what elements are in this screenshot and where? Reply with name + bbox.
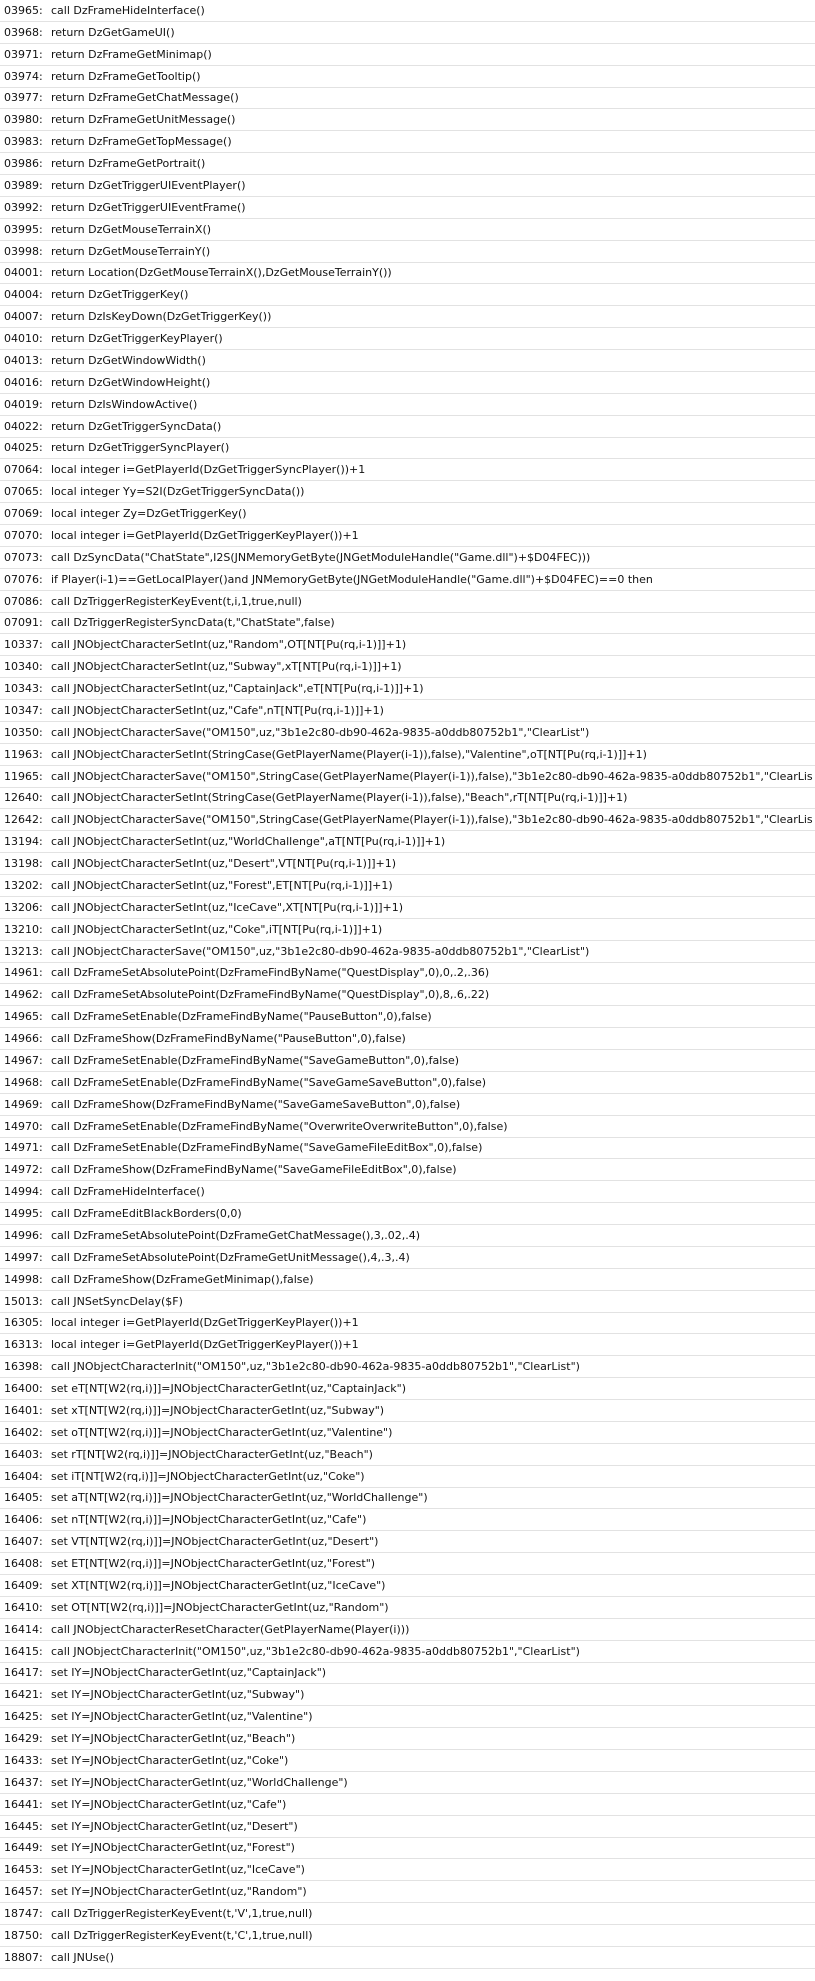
code-line[interactable] <box>0 1903 815 1925</box>
line-number: 04016: <box>4 375 43 389</box>
line-number: 16305: <box>4 1316 43 1330</box>
line-code-text: local integer Yy=S2I(DzGetTriggerSyncData()) <box>51 485 305 499</box>
line-number: 04007: <box>4 310 43 324</box>
line-code-text: set IY=JNObjectCharacterGetInt(uz,"Forest") <box>51 1841 295 1855</box>
code-line[interactable] <box>0 1028 815 1050</box>
code-line[interactable] <box>0 66 815 88</box>
code-line[interactable] <box>0 284 815 306</box>
line-code-text: call JNObjectCharacterSave("OM150",StringCase(GetPlayerName(Player(i-1)),false),"3b1e2c80-db90-462a-9835-a0ddb80752b1","ClearLis <box>51 813 813 827</box>
line-number: 10337: <box>4 638 43 652</box>
line-code-text: return DzGetTriggerKeyPlayer() <box>51 332 223 346</box>
code-line[interactable] <box>0 131 815 153</box>
code-line[interactable] <box>0 809 815 831</box>
code-line[interactable] <box>0 1181 815 1203</box>
code-line[interactable] <box>0 1531 815 1553</box>
line-code-text: set ET[NT[W2(rq,i)]]=JNObjectCharacterGetInt(uz,"Forest") <box>51 1557 376 1571</box>
line-number: 03965: <box>4 3 43 17</box>
line-code-text: return DzFrameGetChatMessage() <box>51 91 239 105</box>
code-line[interactable] <box>0 744 815 766</box>
line-code-text: set nT[NT[W2(rq,i)]]=JNObjectCharacterGetInt(uz,"Cafe") <box>51 1513 367 1527</box>
line-number: 16398: <box>4 1360 43 1374</box>
code-line[interactable] <box>0 1356 815 1378</box>
line-code-text: call DzFrameEditBlackBorders(0,0) <box>51 1207 242 1221</box>
line-code-text: return DzGetWindowHeight() <box>51 375 211 389</box>
line-number: 04022: <box>4 419 43 433</box>
line-code-text: set IY=JNObjectCharacterGetInt(uz,"Subway") <box>51 1688 305 1702</box>
line-number: 16453: <box>4 1863 43 1877</box>
line-code-text: call DzFrameSetEnable(DzFrameFindByName("SaveGameButton",0),false) <box>51 1053 460 1067</box>
line-number: 16437: <box>4 1775 43 1789</box>
code-line[interactable] <box>0 1925 815 1947</box>
line-number: 18807: <box>4 1950 43 1964</box>
code-line[interactable] <box>0 1422 815 1444</box>
code-line[interactable] <box>0 1225 815 1247</box>
code-line[interactable] <box>0 547 815 569</box>
line-number: 16409: <box>4 1578 43 1592</box>
code-line[interactable] <box>0 984 815 1006</box>
line-code-text: local integer Zy=DzGetTriggerKey() <box>51 507 247 521</box>
line-number: 16441: <box>4 1797 43 1811</box>
line-number: 16402: <box>4 1425 43 1439</box>
line-code-text: return DzGetMouseTerrainY() <box>51 244 211 258</box>
line-code-text: call DzTriggerRegisterKeyEvent(t,'V',1,true,null) <box>51 1907 313 1921</box>
code-line[interactable] <box>0 1050 815 1072</box>
line-number: 03995: <box>4 222 43 236</box>
code-line[interactable] <box>0 613 815 635</box>
line-number: 04004: <box>4 288 43 302</box>
line-code-text: set XT[NT[W2(rq,i)]]=JNObjectCharacterGetInt(uz,"IceCave") <box>51 1578 386 1592</box>
line-number: 16457: <box>4 1885 43 1899</box>
code-line[interactable] <box>0 1881 815 1903</box>
line-number: 16417: <box>4 1666 43 1680</box>
line-code-text: call JNObjectCharacterSave("OM150",uz,"3b1e2c80-db90-462a-9835-a0ddb80752b1","ClearList") <box>51 725 590 739</box>
code-line[interactable] <box>0 175 815 197</box>
line-code-text: set IY=JNObjectCharacterGetInt(uz,"Random") <box>51 1885 307 1899</box>
code-line[interactable] <box>0 897 815 919</box>
line-number: 16405: <box>4 1491 43 1505</box>
code-line[interactable] <box>0 219 815 241</box>
code-line[interactable] <box>0 416 815 438</box>
line-number: 07069: <box>4 507 43 521</box>
code-line[interactable] <box>0 350 815 372</box>
line-code-text: call DzTriggerRegisterKeyEvent(t,i,1,true,null) <box>51 594 302 608</box>
line-code-text: set VT[NT[W2(rq,i)]]=JNObjectCharacterGetInt(uz,"Desert") <box>51 1535 379 1549</box>
line-code-text: call JNObjectCharacterSetInt(uz,"Desert",VT[NT[Pu(rq,i-1)]]+1) <box>51 857 397 871</box>
code-line[interactable] <box>0 263 815 285</box>
code-line[interactable] <box>0 1006 815 1028</box>
line-code-text: call DzFrameShow(DzFrameFindByName("SaveGameSaveButton",0),false) <box>51 1097 461 1111</box>
code-line[interactable] <box>0 1947 815 1969</box>
code-line[interactable] <box>0 438 815 460</box>
line-number: 16433: <box>4 1753 43 1767</box>
code-line[interactable] <box>0 853 815 875</box>
line-code-text: call JNObjectCharacterSetInt(uz,"Random",OT[NT[Pu(rq,i-1)]]+1) <box>51 638 407 652</box>
line-number: 16425: <box>4 1710 43 1724</box>
line-number: 14971: <box>4 1141 43 1155</box>
line-code-text: set eT[NT[W2(rq,i)]]=JNObjectCharacterGetInt(uz,"CaptainJack") <box>51 1382 407 1396</box>
line-number: 13210: <box>4 922 43 936</box>
line-number: 03986: <box>4 157 43 171</box>
code-line[interactable] <box>0 1684 815 1706</box>
line-number: 12642: <box>4 813 43 827</box>
line-number: 10350: <box>4 725 43 739</box>
line-number: 03977: <box>4 91 43 105</box>
line-code-text: return DzFrameGetTooltip() <box>51 69 201 83</box>
line-number: 14967: <box>4 1053 43 1067</box>
line-code-text: return DzFrameGetUnitMessage() <box>51 113 236 127</box>
line-number: 07086: <box>4 594 43 608</box>
code-line[interactable] <box>0 525 815 547</box>
code-line[interactable] <box>0 1597 815 1619</box>
line-number: 15013: <box>4 1294 43 1308</box>
line-code-text: call DzFrameSetAbsolutePoint(DzFrameFindByName("QuestDisplay",0),0,.2,.36) <box>51 966 490 980</box>
code-line[interactable] <box>0 394 815 416</box>
code-line[interactable] <box>0 1859 815 1881</box>
line-number: 13202: <box>4 878 43 892</box>
line-code-text: set rT[NT[W2(rq,i)]]=JNObjectCharacterGetInt(uz,"Beach") <box>51 1447 373 1461</box>
code-line[interactable] <box>0 1334 815 1356</box>
line-code-text: call DzFrameSetAbsolutePoint(DzFrameGetChatMessage(),3,.02,.4) <box>51 1228 421 1242</box>
code-line[interactable] <box>0 0 815 22</box>
line-number: 14972: <box>4 1163 43 1177</box>
code-line[interactable] <box>0 1247 815 1269</box>
line-code-text: return DzGetTriggerUIEventFrame() <box>51 200 246 214</box>
line-code-text: call JNObjectCharacterSetInt(uz,"IceCave",XT[NT[Pu(rq,i-1)]]+1) <box>51 900 404 914</box>
line-code-text: return Location(DzGetMouseTerrainX(),DzGetMouseTerrainY()) <box>51 266 392 280</box>
line-number: 13213: <box>4 944 43 958</box>
line-number: 16415: <box>4 1644 43 1658</box>
code-line[interactable] <box>0 328 815 350</box>
line-code-text: return DzIsWindowActive() <box>51 397 198 411</box>
line-number: 14998: <box>4 1272 43 1286</box>
line-code-text: set IY=JNObjectCharacterGetInt(uz,"Desert") <box>51 1819 298 1833</box>
code-line[interactable] <box>0 1728 815 1750</box>
line-code-text: call JNObjectCharacterSetInt(uz,"Forest",ET[NT[Pu(rq,i-1)]]+1) <box>51 878 393 892</box>
code-line[interactable] <box>0 1641 815 1663</box>
code-line[interactable] <box>0 1619 815 1641</box>
line-code-text: call DzFrameSetAbsolutePoint(DzFrameFindByName("QuestDisplay",0),8,.6,.22) <box>51 988 490 1002</box>
line-code-text: call JNObjectCharacterSave("OM150",uz,"3b1e2c80-db90-462a-9835-a0ddb80752b1","ClearList") <box>51 944 590 958</box>
line-code-text: call DzFrameShow(DzFrameFindByName("PauseButton",0),false) <box>51 1032 406 1046</box>
code-line[interactable] <box>0 503 815 525</box>
code-line[interactable] <box>0 1816 815 1838</box>
code-line[interactable] <box>0 1838 815 1860</box>
line-code-text: call JNObjectCharacterSave("OM150",StringCase(GetPlayerName(Player(i-1)),false),"3b1e2c80-db90-462a-9835-a0ddb80752b1","ClearLis <box>51 769 813 783</box>
line-number: 04019: <box>4 397 43 411</box>
code-line[interactable] <box>0 1094 815 1116</box>
code-line[interactable] <box>0 766 815 788</box>
code-line[interactable] <box>0 831 815 853</box>
line-code-text: if Player(i-1)==GetLocalPlayer()and JNMemoryGetByte(JNGetModuleHandle("Game.dll")+$D04FEC)==0 then <box>51 572 653 586</box>
line-code-text: call DzFrameHideInterface() <box>51 3 205 17</box>
line-number: 03974: <box>4 69 43 83</box>
line-code-text: call DzFrameSetEnable(DzFrameFindByName("SaveGameSaveButton",0),false) <box>51 1075 487 1089</box>
line-number: 04001: <box>4 266 43 280</box>
line-number: 13206: <box>4 900 43 914</box>
line-code-text: return DzGetGameUI() <box>51 25 175 39</box>
line-code-text: local integer i=GetPlayerId(DzGetTriggerKeyPlayer())+1 <box>51 1316 359 1330</box>
line-number: 18747: <box>4 1907 43 1921</box>
code-line[interactable] <box>0 919 815 941</box>
line-code-text: set IY=JNObjectCharacterGetInt(uz,"Cafe") <box>51 1797 287 1811</box>
code-line[interactable] <box>0 875 815 897</box>
line-code-text: call DzFrameSetAbsolutePoint(DzFrameGetUnitMessage(),4,.3,.4) <box>51 1250 410 1264</box>
line-code-text: set IY=JNObjectCharacterGetInt(uz,"CaptainJack") <box>51 1666 327 1680</box>
code-line[interactable] <box>0 941 815 963</box>
code-line[interactable] <box>0 1313 815 1335</box>
code-line[interactable] <box>0 1203 815 1225</box>
line-number: 14965: <box>4 1010 43 1024</box>
line-code-text: call DzSyncData("ChatState",I2S(JNMemoryGetByte(JNGetModuleHandle("Game.dll")+$D04FEC))) <box>51 550 591 564</box>
code-line[interactable] <box>0 1378 815 1400</box>
line-code-text: call JNObjectCharacterSetInt(uz,"CaptainJack",eT[NT[Pu(rq,i-1)]]+1) <box>51 682 424 696</box>
line-number: 14966: <box>4 1032 43 1046</box>
line-code-text: local integer i=GetPlayerId(DzGetTriggerKeyPlayer())+1 <box>51 1338 359 1352</box>
line-number: 04025: <box>4 441 43 455</box>
code-line[interactable] <box>0 1750 815 1772</box>
code-line[interactable] <box>0 1291 815 1313</box>
line-number: 16414: <box>4 1622 43 1636</box>
line-number: 16404: <box>4 1469 43 1483</box>
code-line[interactable] <box>0 88 815 110</box>
line-code-text: call DzFrameHideInterface() <box>51 1185 205 1199</box>
code-line[interactable] <box>0 197 815 219</box>
line-number: 16313: <box>4 1338 43 1352</box>
line-code-text: return DzGetMouseTerrainX() <box>51 222 212 236</box>
line-number: 16449: <box>4 1841 43 1855</box>
line-code-text: set OT[NT[W2(rq,i)]]=JNObjectCharacterGetInt(uz,"Random") <box>51 1600 389 1614</box>
code-line[interactable] <box>0 1553 815 1575</box>
line-code-text: call JNObjectCharacterSetInt(uz,"Coke",iT[NT[Pu(rq,i-1)]]+1) <box>51 922 383 936</box>
line-code-text: return DzGetTriggerSyncData() <box>51 419 222 433</box>
line-number: 03983: <box>4 135 43 149</box>
line-number: 14961: <box>4 966 43 980</box>
line-number: 10340: <box>4 660 43 674</box>
line-number: 03971: <box>4 47 43 61</box>
code-line[interactable] <box>0 569 815 591</box>
line-code-text: set aT[NT[W2(rq,i)]]=JNObjectCharacterGetInt(uz,"WorldChallenge") <box>51 1491 428 1505</box>
line-code-text: return DzIsKeyDown(DzGetTriggerKey()) <box>51 310 272 324</box>
line-number: 03998: <box>4 244 43 258</box>
code-line[interactable] <box>0 788 815 810</box>
line-code-text: return DzFrameGetPortrait() <box>51 157 206 171</box>
line-number: 16401: <box>4 1403 43 1417</box>
code-line[interactable] <box>0 963 815 985</box>
line-code-text: call DzFrameShow(DzFrameGetMinimap(),false) <box>51 1272 314 1286</box>
line-code-text: set xT[NT[W2(rq,i)]]=JNObjectCharacterGetInt(uz,"Subway") <box>51 1403 385 1417</box>
line-number: 16429: <box>4 1732 43 1746</box>
line-number: 11965: <box>4 769 43 783</box>
code-line[interactable] <box>0 22 815 44</box>
line-number: 16403: <box>4 1447 43 1461</box>
line-number: 07076: <box>4 572 43 586</box>
code-line[interactable] <box>0 700 815 722</box>
code-line[interactable] <box>0 1116 815 1138</box>
line-number: 03968: <box>4 25 43 39</box>
line-number: 07091: <box>4 616 43 630</box>
line-code-text: call JNUse() <box>51 1950 115 1964</box>
line-code-text: set IY=JNObjectCharacterGetInt(uz,"Beach") <box>51 1732 296 1746</box>
line-number: 03992: <box>4 200 43 214</box>
line-code-text: call DzFrameShow(DzFrameFindByName("SaveGameFileEditBox",0),false) <box>51 1163 457 1177</box>
line-number: 14969: <box>4 1097 43 1111</box>
line-number: 07064: <box>4 463 43 477</box>
line-number: 11963: <box>4 747 43 761</box>
line-number: 14970: <box>4 1119 43 1133</box>
line-number: 04010: <box>4 332 43 346</box>
code-line[interactable] <box>0 1269 815 1291</box>
code-line[interactable] <box>0 678 815 700</box>
line-number: 14968: <box>4 1075 43 1089</box>
code-line[interactable] <box>0 634 815 656</box>
line-code-text: set IY=JNObjectCharacterGetInt(uz,"Valentine") <box>51 1710 313 1724</box>
line-number: 16406: <box>4 1513 43 1527</box>
line-code-text: call JNObjectCharacterSetInt(uz,"Cafe",nT[NT[Pu(rq,i-1)]]+1) <box>51 703 384 717</box>
line-number: 16445: <box>4 1819 43 1833</box>
code-line[interactable] <box>0 1488 815 1510</box>
line-number: 04013: <box>4 353 43 367</box>
line-number: 10347: <box>4 703 43 717</box>
line-number: 03989: <box>4 178 43 192</box>
line-code-text: call JNObjectCharacterSetInt(uz,"Subway",xT[NT[Pu(rq,i-1)]]+1) <box>51 660 402 674</box>
line-number: 14962: <box>4 988 43 1002</box>
line-number: 16421: <box>4 1688 43 1702</box>
code-line[interactable] <box>0 1772 815 1794</box>
line-code-text: call JNObjectCharacterResetCharacter(GetPlayerName(Player(i))) <box>51 1622 410 1636</box>
code-line[interactable] <box>0 1444 815 1466</box>
line-code-text: call JNObjectCharacterSetInt(uz,"WorldChallenge",aT[NT[Pu(rq,i-1)]]+1) <box>51 835 446 849</box>
line-number: 18750: <box>4 1928 43 1942</box>
line-number: 13198: <box>4 857 43 871</box>
code-line[interactable] <box>0 722 815 744</box>
line-number: 07070: <box>4 528 43 542</box>
line-code-text: set IY=JNObjectCharacterGetInt(uz,"IceCave") <box>51 1863 305 1877</box>
line-code-text: call JNObjectCharacterSetInt(StringCase(GetPlayerName(Player(i-1)),false),"Beach",rT[NT[Pu(rq,i-1)]]+1) <box>51 791 628 805</box>
line-number: 07073: <box>4 550 43 564</box>
code-line[interactable] <box>0 1400 815 1422</box>
line-code-text: call DzTriggerRegisterSyncData(t,"ChatState",false) <box>51 616 335 630</box>
line-code-text: return DzFrameGetTopMessage() <box>51 135 232 149</box>
line-code-text: local integer i=GetPlayerId(DzGetTriggerSyncPlayer())+1 <box>51 463 366 477</box>
line-code-text: return DzGetTriggerSyncPlayer() <box>51 441 230 455</box>
code-line[interactable] <box>0 372 815 394</box>
line-number: 16400: <box>4 1382 43 1396</box>
line-code-text: set IY=JNObjectCharacterGetInt(uz,"Coke") <box>51 1753 289 1767</box>
line-code-text: call JNObjectCharacterSetInt(StringCase(GetPlayerName(Player(i-1)),false),"Valentine",oT[NT[Pu(rq,i-1)]]+1) <box>51 747 647 761</box>
code-line[interactable] <box>0 1706 815 1728</box>
line-code-text: return DzFrameGetMinimap() <box>51 47 212 61</box>
line-number: 12640: <box>4 791 43 805</box>
line-code-text: return DzGetWindowWidth() <box>51 353 206 367</box>
code-line[interactable] <box>0 1663 815 1685</box>
line-code-text: set IY=JNObjectCharacterGetInt(uz,"WorldChallenge") <box>51 1775 348 1789</box>
line-number: 03980: <box>4 113 43 127</box>
code-line[interactable] <box>0 1072 815 1094</box>
line-code-text: call JNObjectCharacterInit("OM150",uz,"3b1e2c80-db90-462a-9835-a0ddb80752b1","ClearList") <box>51 1360 580 1374</box>
code-line[interactable] <box>0 1575 815 1597</box>
line-code-text: call DzFrameSetEnable(DzFrameFindByName("OverwriteOverwriteButton",0),false) <box>51 1119 508 1133</box>
line-number: 07065: <box>4 485 43 499</box>
line-code-text: call DzFrameSetEnable(DzFrameFindByName("SaveGameFileEditBox",0),false) <box>51 1141 483 1155</box>
line-code-text: call DzTriggerRegisterKeyEvent(t,'C',1,true,null) <box>51 1928 313 1942</box>
line-code-text: call JNSetSyncDelay($F) <box>51 1294 183 1308</box>
line-code-text: set oT[NT[W2(rq,i)]]=JNObjectCharacterGetInt(uz,"Valentine") <box>51 1425 393 1439</box>
code-line[interactable] <box>0 109 815 131</box>
code-line[interactable] <box>0 1159 815 1181</box>
code-line[interactable] <box>0 591 815 613</box>
code-line[interactable] <box>0 481 815 503</box>
code-line[interactable] <box>0 306 815 328</box>
line-code-text: return DzGetTriggerUIEventPlayer() <box>51 178 246 192</box>
line-code-text: local integer i=GetPlayerId(DzGetTriggerKeyPlayer())+1 <box>51 528 359 542</box>
line-number: 10343: <box>4 682 43 696</box>
line-code-text: call DzFrameSetEnable(DzFrameFindByName("PauseButton",0),false) <box>51 1010 432 1024</box>
line-number: 16410: <box>4 1600 43 1614</box>
line-code-text: call JNObjectCharacterInit("OM150",uz,"3b1e2c80-db90-462a-9835-a0ddb80752b1","ClearList") <box>51 1644 580 1658</box>
code-line[interactable] <box>0 656 815 678</box>
line-number: 14994: <box>4 1185 43 1199</box>
line-number: 14996: <box>4 1228 43 1242</box>
line-number: 13194: <box>4 835 43 849</box>
code-line[interactable] <box>0 1794 815 1816</box>
line-code-text: set iT[NT[W2(rq,i)]]=JNObjectCharacterGetInt(uz,"Coke") <box>51 1469 365 1483</box>
code-line[interactable] <box>0 459 815 481</box>
line-code-text: return DzGetTriggerKey() <box>51 288 189 302</box>
line-number: 16408: <box>4 1557 43 1571</box>
code-line[interactable] <box>0 153 815 175</box>
code-line[interactable] <box>0 1138 815 1160</box>
line-number: 14997: <box>4 1250 43 1264</box>
line-number: 16407: <box>4 1535 43 1549</box>
line-number: 14995: <box>4 1207 43 1221</box>
code-line[interactable] <box>0 1466 815 1488</box>
code-line[interactable] <box>0 44 815 66</box>
code-line[interactable] <box>0 241 815 263</box>
code-line[interactable] <box>0 1509 815 1531</box>
